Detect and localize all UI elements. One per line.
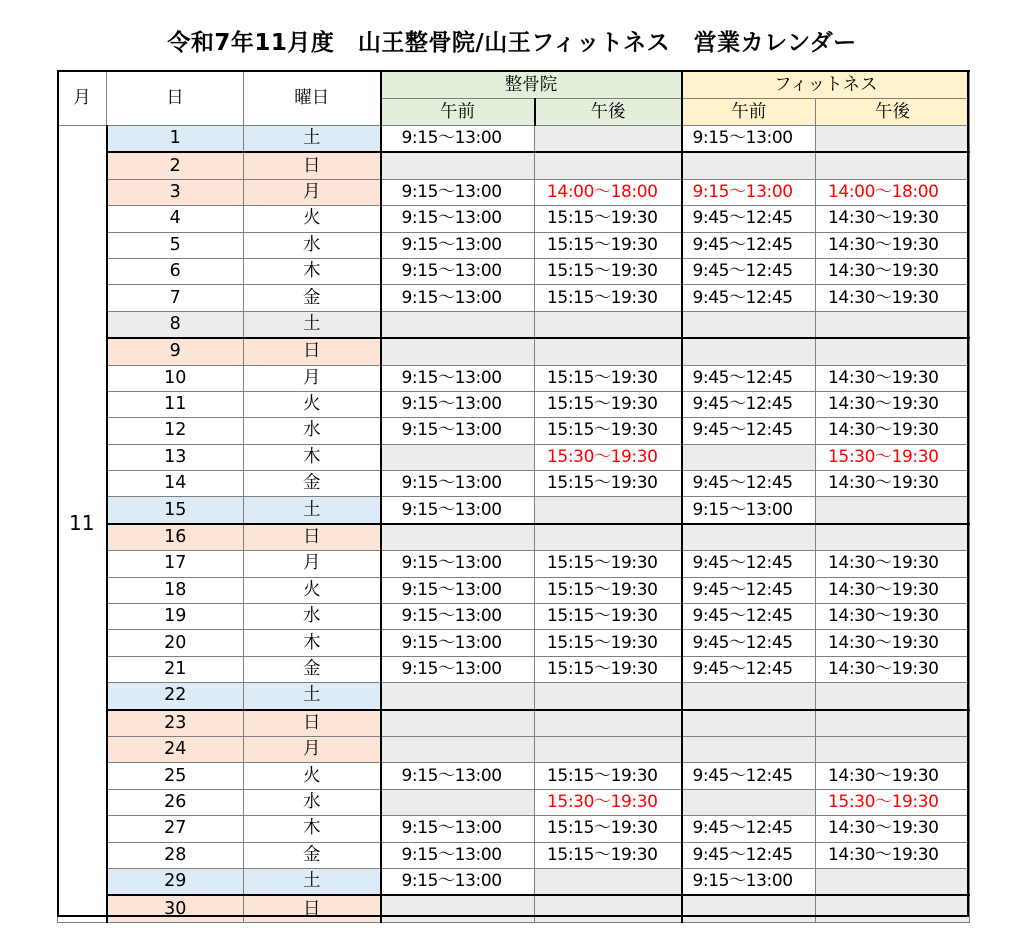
seikotsu-pm-hours	[535, 126, 682, 153]
calendar-row	[58, 736, 970, 762]
fitness-pm-hours: 14:30～19:30	[816, 258, 970, 284]
seikotsu-am-hours	[381, 338, 535, 365]
header-fitness-group: フィットネス	[682, 71, 970, 99]
day-cell: 3	[107, 179, 244, 205]
day-cell: 12	[107, 418, 244, 444]
seikotsu-pm-hours: 15:15～19:30	[535, 656, 682, 682]
day-cell: 20	[107, 630, 244, 656]
fitness-am-hours: 9:15～13:00	[682, 497, 816, 524]
seikotsu-pm-hours: 15:15～19:30	[535, 630, 682, 656]
calendar-row	[58, 311, 970, 338]
fitness-am-hours	[682, 311, 816, 338]
fitness-am-hours: 9:45～12:45	[682, 391, 816, 417]
weekday-cell: 木	[244, 444, 381, 470]
weekday-cell: 火	[244, 577, 381, 603]
calendar-row	[58, 338, 970, 365]
weekday-cell: 火	[244, 206, 381, 232]
fitness-pm-hours: 14:30～19:30	[816, 232, 970, 258]
fitness-pm-hours: 14:30～19:30	[816, 391, 970, 417]
day-cell: 30	[107, 895, 244, 922]
seikotsu-am-hours: 9:15～13:00	[381, 471, 535, 497]
fitness-am-hours	[682, 683, 816, 710]
seikotsu-pm-hours: 15:15～19:30	[535, 206, 682, 232]
day-cell: 24	[107, 736, 244, 762]
weekday-cell: 月	[244, 551, 381, 577]
calendar-row	[58, 152, 970, 179]
weekday-cell: 日	[244, 338, 381, 365]
seikotsu-pm-hours: 15:15～19:30	[535, 232, 682, 258]
seikotsu-am-hours: 9:15～13:00	[381, 365, 535, 391]
day-cell: 7	[107, 285, 244, 311]
fitness-am-hours: 9:45～12:45	[682, 577, 816, 603]
seikotsu-am-hours: 9:15～13:00	[381, 285, 535, 311]
header-month: 月	[58, 71, 107, 126]
calendar-row	[58, 895, 970, 922]
weekday-cell: 土	[244, 497, 381, 524]
day-cell: 11	[107, 391, 244, 417]
seikotsu-am-hours: 9:15～13:00	[381, 763, 535, 789]
seikotsu-am-hours	[381, 736, 535, 762]
calendar-title: 令和7年11月度 山王整骨院/山王フィットネス 営業カレンダー	[167, 30, 857, 56]
business-calendar-table	[57, 70, 970, 923]
seikotsu-pm-hours: 15:15～19:30	[535, 471, 682, 497]
weekday-cell: 月	[244, 736, 381, 762]
day-cell: 18	[107, 577, 244, 603]
fitness-pm-hours: 15:30～19:30	[816, 444, 970, 470]
calendar-row	[58, 604, 970, 630]
day-cell: 17	[107, 551, 244, 577]
day-cell: 6	[107, 258, 244, 284]
weekday-cell: 月	[244, 179, 381, 205]
seikotsu-pm-hours: 14:00～18:00	[535, 179, 682, 205]
fitness-am-hours	[682, 524, 816, 551]
fitness-pm-hours	[816, 152, 970, 179]
day-cell: 15	[107, 497, 244, 524]
seikotsu-pm-hours: 15:15～19:30	[535, 604, 682, 630]
fitness-pm-hours: 14:30～19:30	[816, 285, 970, 311]
calendar-row	[58, 551, 970, 577]
fitness-pm-hours: 15:30～19:30	[816, 789, 970, 815]
weekday-cell: 日	[244, 895, 381, 922]
fitness-pm-hours	[816, 497, 970, 524]
fitness-pm-hours	[816, 736, 970, 762]
seikotsu-am-hours	[381, 895, 535, 922]
header-seikotsu-pm: 午後	[535, 99, 682, 126]
fitness-pm-hours: 14:30～19:30	[816, 816, 970, 842]
weekday-cell: 土	[244, 311, 381, 338]
day-cell: 23	[107, 710, 244, 737]
header-day: 日	[107, 71, 244, 126]
seikotsu-am-hours: 9:15～13:00	[381, 126, 535, 153]
weekday-cell: 日	[244, 524, 381, 551]
calendar-row	[58, 365, 970, 391]
fitness-am-hours: 9:45～12:45	[682, 258, 816, 284]
fitness-pm-hours	[816, 524, 970, 551]
seikotsu-pm-hours: 15:15～19:30	[535, 365, 682, 391]
seikotsu-pm-hours: 15:15～19:30	[535, 842, 682, 868]
day-cell: 26	[107, 789, 244, 815]
fitness-pm-hours: 14:30～19:30	[816, 656, 970, 682]
seikotsu-pm-hours: 15:15～19:30	[535, 577, 682, 603]
calendar-row	[58, 868, 970, 895]
fitness-pm-hours: 14:30～19:30	[816, 630, 970, 656]
seikotsu-pm-hours: 15:30～19:30	[535, 789, 682, 815]
seikotsu-pm-hours: 15:15～19:30	[535, 816, 682, 842]
seikotsu-pm-hours	[535, 497, 682, 524]
header-seikotsu-am: 午前	[381, 99, 535, 126]
calendar-row	[58, 497, 970, 524]
day-cell: 5	[107, 232, 244, 258]
calendar-row	[58, 683, 970, 710]
calendar-row	[58, 577, 970, 603]
seikotsu-am-hours: 9:15～13:00	[381, 842, 535, 868]
day-cell: 16	[107, 524, 244, 551]
fitness-am-hours: 9:45～12:45	[682, 604, 816, 630]
fitness-pm-hours: 14:30～19:30	[816, 206, 970, 232]
day-cell: 19	[107, 604, 244, 630]
seikotsu-pm-hours	[535, 311, 682, 338]
calendar-row	[58, 285, 970, 311]
fitness-am-hours: 9:45～12:45	[682, 206, 816, 232]
fitness-am-hours: 9:45～12:45	[682, 232, 816, 258]
fitness-pm-hours	[816, 710, 970, 737]
day-cell: 28	[107, 842, 244, 868]
seikotsu-am-hours: 9:15～13:00	[381, 816, 535, 842]
fitness-am-hours	[682, 736, 816, 762]
seikotsu-am-hours: 9:15～13:00	[381, 868, 535, 895]
fitness-pm-hours	[816, 683, 970, 710]
seikotsu-pm-hours: 15:15～19:30	[535, 763, 682, 789]
calendar-row	[58, 763, 970, 789]
fitness-am-hours: 9:15～13:00	[682, 126, 816, 153]
seikotsu-am-hours	[381, 710, 535, 737]
seikotsu-pm-hours	[535, 895, 682, 922]
seikotsu-am-hours: 9:15～13:00	[381, 577, 535, 603]
seikotsu-pm-hours	[535, 524, 682, 551]
weekday-cell: 火	[244, 391, 381, 417]
fitness-am-hours	[682, 338, 816, 365]
seikotsu-am-hours: 9:15～13:00	[381, 497, 535, 524]
day-cell: 1	[107, 126, 244, 153]
fitness-am-hours: 9:45～12:45	[682, 551, 816, 577]
fitness-am-hours: 9:15～13:00	[682, 179, 816, 205]
fitness-am-hours: 9:45～12:45	[682, 630, 816, 656]
seikotsu-pm-hours	[535, 683, 682, 710]
calendar-row	[58, 179, 970, 205]
calendar-row	[58, 471, 970, 497]
fitness-pm-hours: 14:30～19:30	[816, 418, 970, 444]
day-cell: 27	[107, 816, 244, 842]
seikotsu-pm-hours: 15:15～19:30	[535, 418, 682, 444]
fitness-am-hours: 9:45～12:45	[682, 763, 816, 789]
day-cell: 25	[107, 763, 244, 789]
weekday-cell: 月	[244, 365, 381, 391]
header-weekday: 曜日	[244, 71, 381, 126]
day-cell: 14	[107, 471, 244, 497]
calendar-row	[58, 656, 970, 682]
seikotsu-pm-hours	[535, 152, 682, 179]
fitness-am-hours: 9:45～12:45	[682, 842, 816, 868]
seikotsu-pm-hours	[535, 338, 682, 365]
calendar-row	[58, 126, 970, 153]
seikotsu-am-hours: 9:15～13:00	[381, 604, 535, 630]
seikotsu-pm-hours	[535, 868, 682, 895]
calendar-row	[58, 524, 970, 551]
fitness-am-hours	[682, 444, 816, 470]
weekday-cell: 土	[244, 868, 381, 895]
seikotsu-pm-hours	[535, 736, 682, 762]
seikotsu-am-hours: 9:15～13:00	[381, 656, 535, 682]
calendar-row	[58, 418, 970, 444]
weekday-cell: 日	[244, 152, 381, 179]
weekday-cell: 金	[244, 285, 381, 311]
fitness-am-hours: 9:45～12:45	[682, 365, 816, 391]
fitness-pm-hours: 14:30～19:30	[816, 763, 970, 789]
weekday-cell: 木	[244, 258, 381, 284]
month-cell: 11	[58, 126, 107, 923]
fitness-am-hours	[682, 789, 816, 815]
fitness-pm-hours: 14:30～19:30	[816, 365, 970, 391]
seikotsu-am-hours	[381, 524, 535, 551]
calendar-body	[58, 126, 970, 923]
seikotsu-am-hours	[381, 311, 535, 338]
weekday-cell: 火	[244, 763, 381, 789]
weekday-cell: 水	[244, 418, 381, 444]
weekday-cell: 木	[244, 630, 381, 656]
fitness-pm-hours	[816, 895, 970, 922]
seikotsu-am-hours: 9:15～13:00	[381, 179, 535, 205]
weekday-cell: 水	[244, 789, 381, 815]
weekday-cell: 日	[244, 710, 381, 737]
weekday-cell: 土	[244, 683, 381, 710]
fitness-pm-hours	[816, 126, 970, 153]
fitness-am-hours: 9:45～12:45	[682, 285, 816, 311]
weekday-cell: 水	[244, 604, 381, 630]
seikotsu-am-hours: 9:15～13:00	[381, 630, 535, 656]
fitness-am-hours: 9:45～12:45	[682, 816, 816, 842]
seikotsu-pm-hours: 15:15～19:30	[535, 285, 682, 311]
fitness-am-hours: 9:45～12:45	[682, 471, 816, 497]
calendar-row	[58, 391, 970, 417]
fitness-pm-hours: 14:30～19:30	[816, 604, 970, 630]
day-cell: 21	[107, 656, 244, 682]
fitness-am-hours	[682, 710, 816, 737]
calendar-row	[58, 630, 970, 656]
day-cell: 13	[107, 444, 244, 470]
seikotsu-am-hours	[381, 789, 535, 815]
day-cell: 22	[107, 683, 244, 710]
day-cell: 10	[107, 365, 244, 391]
seikotsu-am-hours: 9:15～13:00	[381, 206, 535, 232]
fitness-am-hours: 9:45～12:45	[682, 656, 816, 682]
header-fitness-pm: 午後	[816, 99, 970, 126]
fitness-am-hours	[682, 152, 816, 179]
seikotsu-pm-hours: 15:15～19:30	[535, 391, 682, 417]
header-seikotsu-group: 整骨院	[381, 71, 682, 99]
calendar-row	[58, 258, 970, 284]
weekday-cell: 金	[244, 842, 381, 868]
fitness-pm-hours	[816, 868, 970, 895]
seikotsu-am-hours	[381, 152, 535, 179]
seikotsu-am-hours	[381, 683, 535, 710]
calendar-row	[58, 842, 970, 868]
calendar-row	[58, 816, 970, 842]
fitness-pm-hours	[816, 338, 970, 365]
seikotsu-am-hours: 9:15～13:00	[381, 418, 535, 444]
fitness-pm-hours: 14:30～19:30	[816, 551, 970, 577]
fitness-am-hours: 9:15～13:00	[682, 868, 816, 895]
calendar-row	[58, 206, 970, 232]
header-fitness-am: 午前	[682, 99, 816, 126]
weekday-cell: 水	[244, 232, 381, 258]
seikotsu-am-hours: 9:15～13:00	[381, 258, 535, 284]
seikotsu-pm-hours: 15:15～19:30	[535, 551, 682, 577]
seikotsu-pm-hours: 15:30～19:30	[535, 444, 682, 470]
day-cell: 29	[107, 868, 244, 895]
day-cell: 8	[107, 311, 244, 338]
fitness-am-hours	[682, 895, 816, 922]
calendar-row	[58, 710, 970, 737]
seikotsu-am-hours: 9:15～13:00	[381, 551, 535, 577]
weekday-cell: 土	[244, 126, 381, 153]
calendar-row	[58, 232, 970, 258]
fitness-pm-hours: 14:00～18:00	[816, 179, 970, 205]
seikotsu-am-hours: 9:15～13:00	[381, 391, 535, 417]
fitness-pm-hours	[816, 311, 970, 338]
day-cell: 2	[107, 152, 244, 179]
fitness-pm-hours: 14:30～19:30	[816, 577, 970, 603]
weekday-cell: 金	[244, 471, 381, 497]
calendar-row	[58, 444, 970, 470]
calendar-row	[58, 789, 970, 815]
day-cell: 4	[107, 206, 244, 232]
seikotsu-pm-hours	[535, 710, 682, 737]
weekday-cell: 金	[244, 656, 381, 682]
day-cell: 9	[107, 338, 244, 365]
fitness-am-hours: 9:45～12:45	[682, 418, 816, 444]
fitness-pm-hours: 14:30～19:30	[816, 471, 970, 497]
fitness-pm-hours: 14:30～19:30	[816, 842, 970, 868]
weekday-cell: 木	[244, 816, 381, 842]
seikotsu-am-hours	[381, 444, 535, 470]
seikotsu-am-hours: 9:15～13:00	[381, 232, 535, 258]
seikotsu-pm-hours: 15:15～19:30	[535, 258, 682, 284]
